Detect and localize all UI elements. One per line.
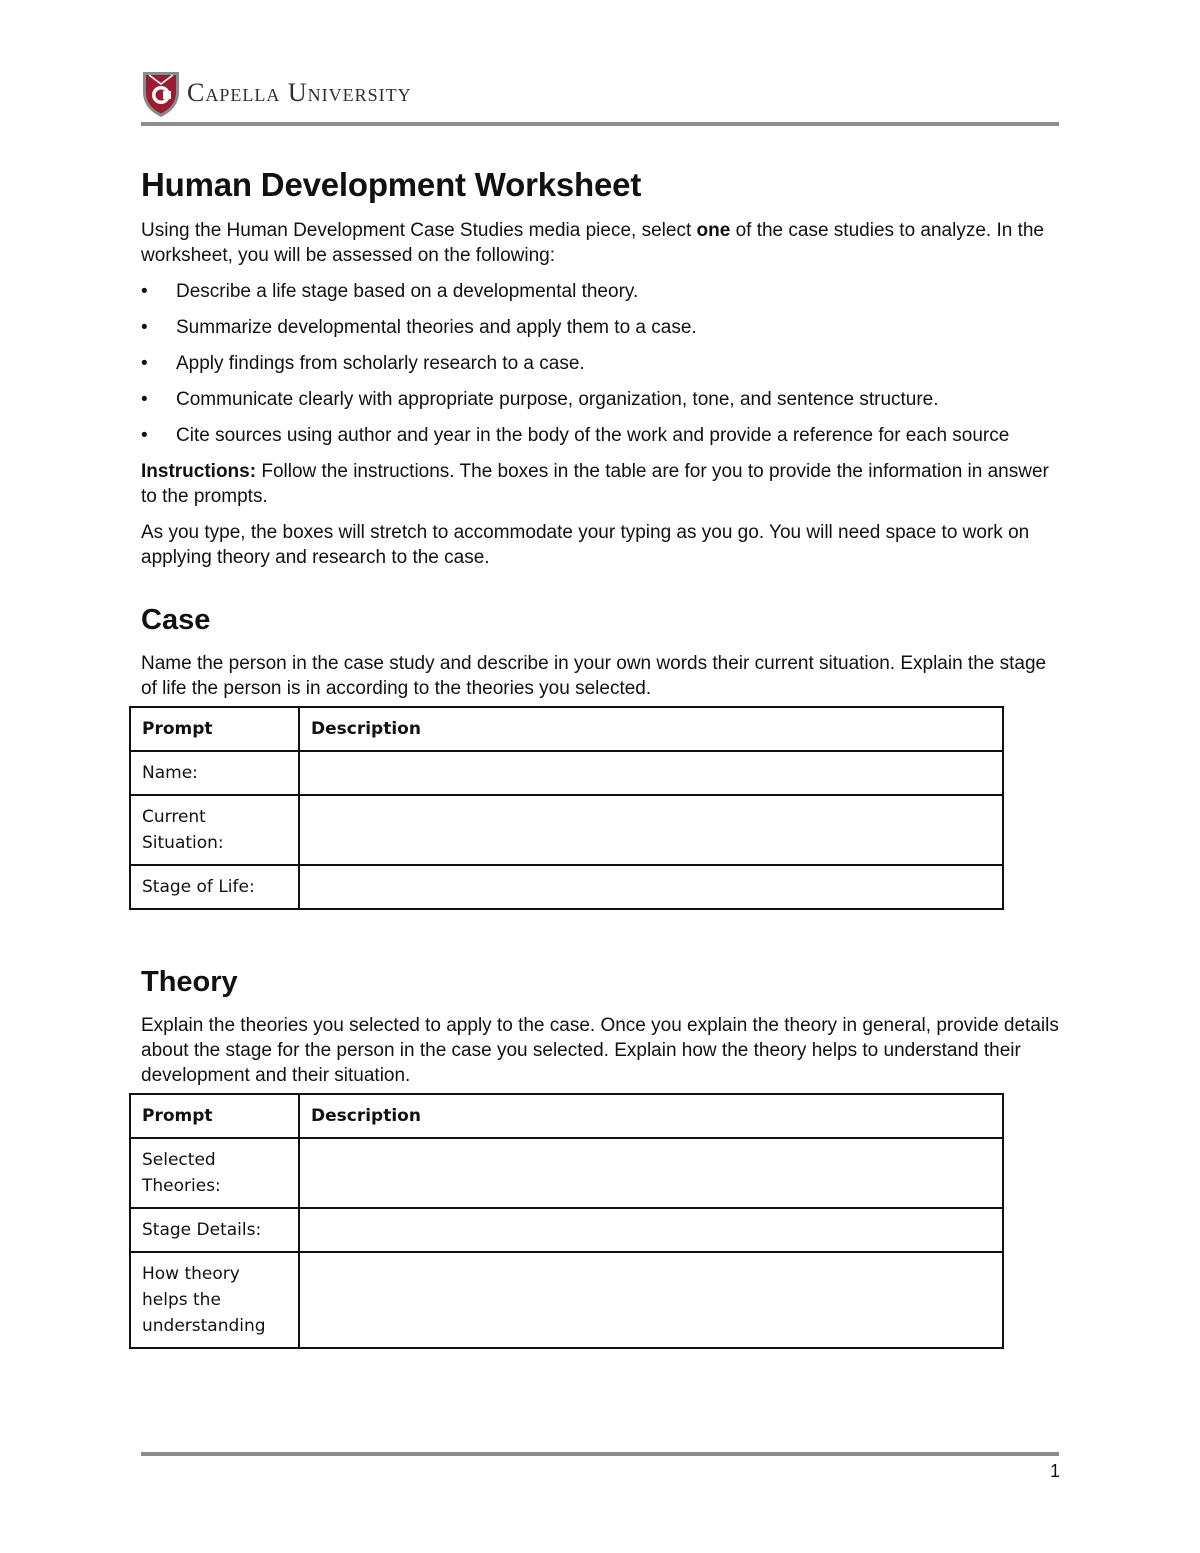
list-item: • Communicate clearly with appropriate purpose, organization, tone, and sentence structure. — [141, 387, 1059, 412]
answer-cell-stage-of-life[interactable] — [299, 865, 1003, 909]
prompt-cell-name: Name: — [130, 751, 299, 795]
answer-cell-how-theory-helps[interactable] — [299, 1252, 1003, 1348]
intro-text-2: of the case studies to analyze. In the worksheet, you will be assessed on the following: — [141, 220, 1044, 266]
list-item: • Describe a life stage based on a developmental theory. — [141, 279, 1059, 304]
header-rule — [141, 122, 1059, 126]
prompt-cell-how-theory-helps: How theory helps the understanding — [130, 1252, 299, 1348]
case-table — [129, 706, 1004, 910]
answer-cell-name[interactable] — [299, 751, 1003, 795]
theory-description: Explain the theories you selected to apply to the case. Once you explain the theory in general, provide details about the stage for the person in the case you selected. Explain how the theory helps to understand their development and their situation. — [141, 1015, 1059, 1086]
theory-heading: Theory — [141, 966, 238, 998]
table-row — [130, 1138, 1003, 1208]
case-description: Name the person in the case study and describe in your own words their current situation. Explain the stage of life the person is in according to the theories you selected. — [141, 653, 1047, 699]
prompt-cell-current-situation: Current Situation: — [130, 795, 299, 865]
answer-cell-stage-details[interactable] — [299, 1208, 1003, 1252]
header-cell-prompt: Prompt — [130, 707, 299, 751]
typing-note: As you type, the boxes will stretch to accommodate your typing as you go. You will need space to work on applying theory and research to the case. — [141, 522, 1030, 568]
case-heading: Case — [141, 604, 211, 636]
assessment-list — [141, 279, 1059, 448]
list-item: • Summarize developmental theories and apply them to a case. — [141, 315, 1059, 340]
instructions-text: Follow the instructions. The boxes in the table are for you to provide the information in answer to the prompts. — [141, 461, 1049, 507]
page-number: 1 — [1049, 1461, 1060, 1481]
page-title: Human Development Worksheet — [141, 166, 642, 203]
prompt-cell-stage-details: Stage Details: — [130, 1208, 299, 1252]
table-header-row — [130, 1094, 1003, 1138]
table-row — [130, 751, 1003, 795]
header-cell-description: Description — [299, 707, 1003, 751]
theory-table — [129, 1093, 1004, 1349]
intro-paragraph — [141, 218, 1059, 268]
list-item: • Apply findings from scholarly research to a case. — [141, 351, 1059, 376]
prompt-cell-stage-of-life: Stage of Life: — [130, 865, 299, 909]
intro-text-1: Using the Human Development Case Studies media piece, select — [141, 220, 697, 241]
header-cell-prompt: Prompt — [130, 1094, 299, 1138]
header-cell-description: Description — [299, 1094, 1003, 1138]
table-row — [130, 865, 1003, 909]
brand-wordmark: Capella University — [187, 78, 412, 107]
table-header-row — [130, 707, 1003, 751]
table-row — [130, 795, 1003, 865]
intro-bold-word: one — [696, 220, 731, 241]
instructions-label: Instructions: — [141, 461, 257, 482]
table-row — [130, 1208, 1003, 1252]
document-body — [141, 166, 1059, 1349]
page-header — [141, 66, 1059, 128]
capella-shield-logo-icon — [141, 70, 181, 118]
instructions-paragraph — [141, 459, 1059, 509]
prompt-cell-selected-theories: Selected Theories: — [130, 1138, 299, 1208]
footer-rule — [141, 1452, 1059, 1456]
list-item: • Cite sources using author and year in the body of the work and provide a reference for each source — [141, 423, 1059, 448]
table-row — [130, 1252, 1003, 1348]
answer-cell-current-situation[interactable] — [299, 795, 1003, 865]
answer-cell-selected-theories[interactable] — [299, 1138, 1003, 1208]
